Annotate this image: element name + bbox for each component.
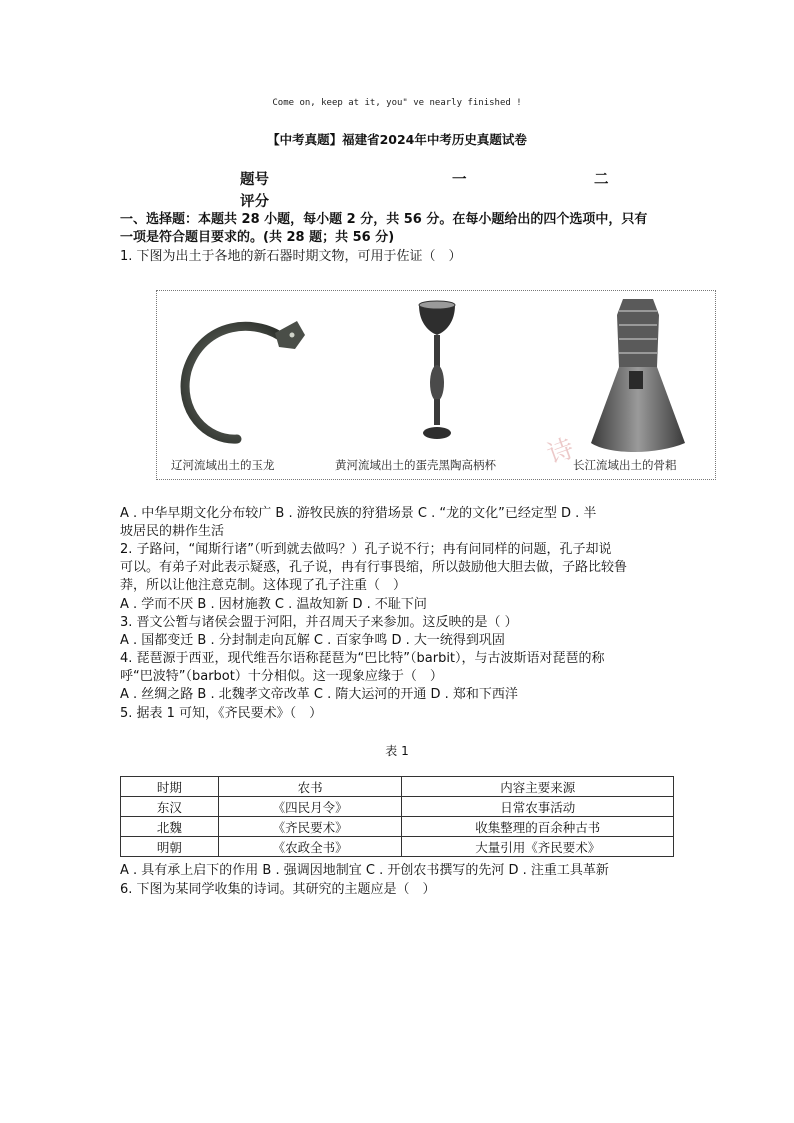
pottery-cup-image <box>419 301 455 439</box>
artifact-figure <box>156 290 716 480</box>
q2-line-1: 2. 子路问，“闻斯行诸”（听到就去做吗？）孔子说不行；冉有问同样的问题，孔子却说 <box>120 542 612 557</box>
table-row <box>121 817 674 837</box>
score-col-1: 一 <box>452 172 467 188</box>
table-header-cell: 内容主要来源 <box>402 777 674 797</box>
q2-line-3: 莽，所以让他注意克制。这体现了孔子注重（ ） <box>120 578 407 593</box>
exam-title: 【中考真题】福建省2024年中考历史真题试卷 <box>267 132 527 147</box>
artifact-images <box>157 291 715 479</box>
table-cell: 大量引用《齐民要术》 <box>402 837 674 857</box>
q6-stem: 6. 下图为某同学收集的诗词。其研究的主题应是（ ） <box>120 882 436 897</box>
q3-stem: 3. 晋文公暂与诸侯会盟于河阳，并召周天子来参加。这反映的是（ ） <box>120 615 518 630</box>
table-cell: 收集整理的百余种古书 <box>402 817 674 837</box>
q1-options: A . 中华早期文化分布较广 B . 游牧民族的狩猎场景 C . “龙的文化”已经定型 D . 半 <box>120 506 597 521</box>
watermark-seal-icon: 诗 <box>543 433 579 471</box>
score-row-label: 评分 <box>240 194 269 210</box>
table-cell: 《齐民要术》 <box>218 817 402 837</box>
motto-text: Come on, keep at it, you" ve nearly finished ! <box>272 98 522 108</box>
table-caption: 表 1 <box>385 744 409 758</box>
section-heading: 一、选择题：本题共 28 小题，每小题 2 分，共 56 分。在每小题给出的四个选项中，只有 <box>120 212 648 227</box>
jade-dragon-image <box>185 321 305 439</box>
score-col-2: 二 <box>594 172 609 188</box>
score-col-label: 题号 <box>240 172 269 188</box>
table-row <box>121 797 674 817</box>
q2-line-2: 可以。有弟子对此表示疑惑，孔子说，冉有行事畏缩，所以鼓励他大胆去做，子路比较鲁 <box>120 560 628 575</box>
q4-line-1: 4. 琵琶源于西亚，现代维吾尔语称琵琶为“巴比特”（barbit），与古波斯语对琵琶的称 <box>120 651 605 666</box>
agri-books-table <box>120 776 674 857</box>
table-cell: 北魏 <box>121 817 219 837</box>
table-cell: 日常农事活动 <box>402 797 674 817</box>
q1-stem: 1. 下图为出土于各地的新石器时期文物，可用于佐证（ ） <box>120 249 462 264</box>
caption-pottery-cup: 黄河流域出土的蛋壳黑陶高柄杯 <box>335 458 496 472</box>
bone-spade-image <box>591 299 685 452</box>
q5-options: A . 具有承上启下的作用 B . 强调因地制宜 C . 开创农书撰写的先河 D . 注重工具革新 <box>120 863 609 878</box>
table-cell: 明朝 <box>121 837 219 857</box>
q4-line-2: 呼“巴波特”（barbot）十分相似。这一现象应缘于（ ） <box>120 669 443 684</box>
q1-options-2: 坡居民的耕作生活 <box>120 524 225 539</box>
section-heading-2: 一项是符合题目要求的。(共 28 题；共 56 分) <box>120 230 395 245</box>
caption-bone-spade: 长江流域出土的骨耜 <box>573 458 677 472</box>
table-cell: 东汉 <box>121 797 219 817</box>
table-row <box>121 837 674 857</box>
table-cell: 《农政全书》 <box>218 837 402 857</box>
table-header-cell: 时期 <box>121 777 219 797</box>
caption-jade-dragon: 辽河流域出土的玉龙 <box>171 458 275 472</box>
q2-options: A . 学而不厌 B . 因材施教 C . 温故知新 D . 不耻下问 <box>120 597 427 612</box>
q5-stem: 5. 据表 1 可知，《齐民要术》（ ） <box>120 706 323 721</box>
q3-options: A . 国都变迁 B . 分封制走向瓦解 C . 百家争鸣 D . 大一统得到巩固 <box>120 633 505 648</box>
table-cell: 《四民月令》 <box>218 797 402 817</box>
table-header-cell: 农书 <box>218 777 402 797</box>
table-header-row <box>121 777 674 797</box>
q4-options: A . 丝绸之路 B . 北魏孝文帝改革 C . 隋大运河的开通 D . 郑和下西洋 <box>120 687 518 702</box>
